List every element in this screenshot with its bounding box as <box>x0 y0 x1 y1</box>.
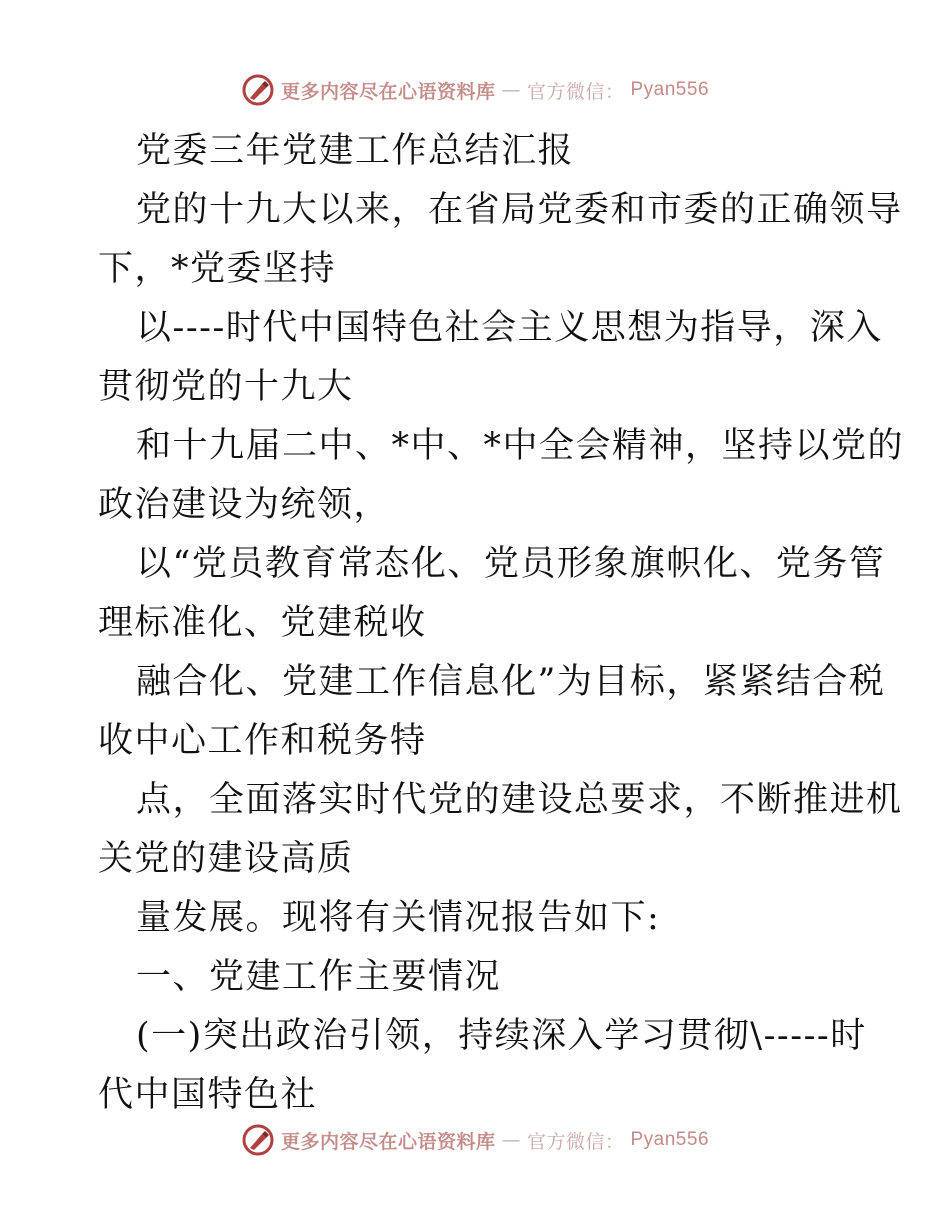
paragraph-line: 下，*党委坚持 <box>98 249 337 289</box>
paragraph-line: 贯彻党的十九大 <box>98 367 354 407</box>
subsection-heading: (一)突出政治引领，持续深入学习贯彻\-----时 <box>136 1016 867 1056</box>
paragraph-line: 代中国特色社 <box>98 1075 318 1115</box>
watermark-handle: Pyan556 <box>630 79 710 100</box>
paragraph-line: 融合化、党建工作信息化”为目标，紧紧结合税 <box>136 662 886 702</box>
watermark-handle: Pyan556 <box>630 1129 710 1150</box>
watermark-separator: — <box>501 1129 521 1151</box>
paragraph-line: 理标准化、党建税收 <box>98 603 427 643</box>
paragraph-line: 以----时代中国特色社会主义思想为指导，深入 <box>136 308 883 348</box>
paragraph-line: 和十九届二中、*中、*中全会精神，坚持以党的 <box>136 426 905 466</box>
paragraph-line: 点，全面落实时代党的建设总要求，不断推进机 <box>136 780 903 820</box>
watermark-label: 官方微信： <box>526 1130 625 1153</box>
document-body <box>98 122 905 1125</box>
paragraph-line: 党的十九大以来，在省局党委和市委的正确领导 <box>136 190 903 230</box>
footer-watermark <box>0 1122 950 1158</box>
document-title: 党委三年党建工作总结汇报 <box>136 131 575 171</box>
paragraph-line: 量发展。现将有关情况报告如下: <box>136 898 661 938</box>
paragraph-line: 以“党员教育常态化、党员形象旗帜化、党务管 <box>136 544 886 584</box>
paragraph-line: 政治建设为统领， <box>98 485 391 525</box>
watermark-label: 官方微信： <box>526 80 625 103</box>
watermark-main-text: 更多内容尽在心语资料库 <box>280 1130 496 1153</box>
paragraph-line: 关党的建设高质 <box>98 839 354 879</box>
pen-logo-icon <box>241 73 275 107</box>
watermark-main-text: 更多内容尽在心语资料库 <box>280 80 496 103</box>
section-heading: 一、党建工作主要情况 <box>136 957 502 997</box>
watermark-separator: — <box>501 79 521 101</box>
header-watermark <box>0 72 950 108</box>
pen-logo-icon <box>241 1123 275 1157</box>
paragraph-line: 收中心工作和税务特 <box>98 721 427 761</box>
